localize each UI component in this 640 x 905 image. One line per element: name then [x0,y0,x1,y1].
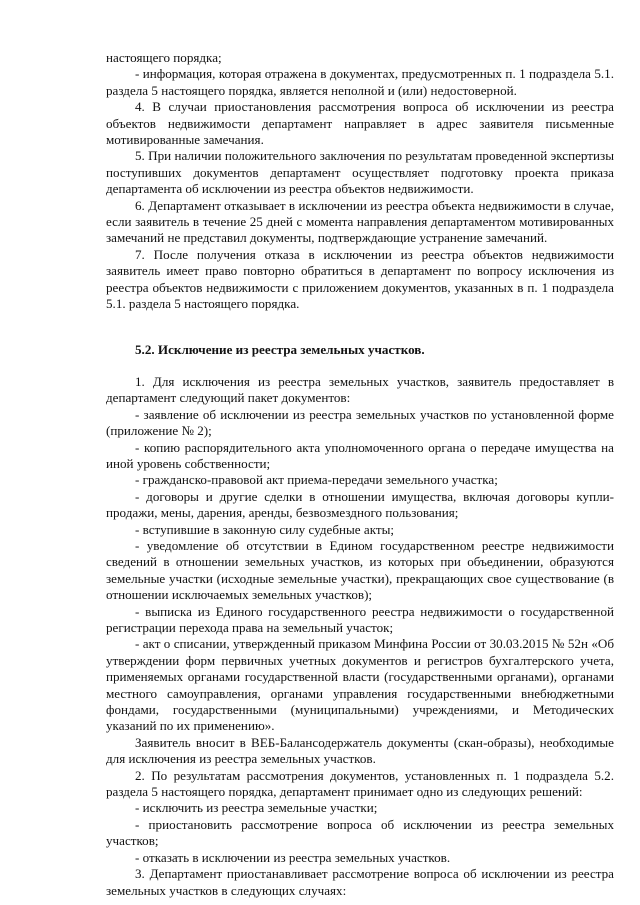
paragraph-item-2: 2. По результатам рассмотрения документов, установленных п. 1 подраздела 5.2. раздела 5 настоящего порядка, департамент принимает одно из следующих решений: [106,767,614,800]
paragraph-item-1: 1. Для исключения из реестра земельных участков, заявитель предоставляет в департамент следующий пакет документов: [106,373,614,406]
section-heading: 5.2. Исключение из реестра земельных участков. [135,341,425,357]
section-gap [106,313,614,342]
paragraph-item-3: 3. Департамент приостанавливает рассмотрение вопроса об исключении из реестра земельных участков в следующих случаях: [106,866,614,898]
document-page [106,50,614,899]
list-item-transfer-act: - гражданско-правовой акт приема-передачи земельного участка; [135,472,498,488]
paragraph-item-6: 6. Департамент отказывает в исключении из реестра объекта недвижимости в случае, если заявитель в течение 25 дней с момента направления департаментом мотивированных замечаний не представил документы, подтверждающие устранение замечаний. [106,197,614,246]
paragraph-continuation: настоящего порядка; [106,50,222,65]
list-item-decision-refuse: - отказать в исключении из реестра земельных участков. [135,849,451,865]
list-item-application: - заявление об исключении из реестра земельных участков по установленной форме (приложение № 2); [106,406,614,439]
list-item-decision-suspend: - приостановить рассмотрение вопроса об исключении из реестра земельных участков; [106,816,614,849]
paragraph-incomplete-info: - информация, которая отражена в документах, предусмотренных п. 1 подраздела 5.1. раздела 5 настоящего порядка, является неполной и (или) недостоверной. [106,66,614,98]
paragraph-item-4: 4. В случаи приостановления рассмотрения вопроса об исключении из реестра объектов недвижимости департамент направляет в адрес заявителя письменные мотивированные замечания. [106,99,614,148]
list-item-decision-exclude: - исключить из реестра земельные участки; [135,800,378,816]
list-item-administrative-act: - копию распорядительного акта уполномоченного органа о передаче имущества на иной уровень собственности; [106,439,614,471]
list-item-registry-extract: - выписка из Единого государственного реестра недвижимости о государственной регистрации перехода права на земельный участок; [106,603,614,635]
paragraph-applicant-uploads: Заявитель вносит в ВЕБ-Балансодержатель документы (скан-образы), необходимые для исключения из реестра земельных участков. [106,734,614,767]
paragraph-item-5: 5. При наличии положительного заключения по результатам проведенной экспертизы поступивших документов департамент осуществляет подготовку проекта приказа департамента об исключении из реестра объектов недвижимости. [106,148,614,197]
list-item-contracts: - договоры и другие сделки в отношении имущества, включая договоры купли-продажи, мены, дарения, аренды, безвозмездного пользования; [106,488,614,521]
paragraph-item-7: 7. После получения отказа в исключении из реестра объектов недвижимости заявитель имеет право повторно обратиться в департамент по вопросу исключения из реестра объектов недвижимости с приложением документов, указанных в п. 1 подраздела 5.1. раздела 5 настоящего порядка. [106,246,614,312]
list-item-court-acts: - вступившие в законную силу судебные акты; [135,521,395,537]
list-item-notification: - уведомление об отсутствии в Едином государственном реестре недвижимости сведений в отношении земельных участков, из которых при объединении, образуются земельные участки (исходные земельные участки), прекращающих свое существование (в отношении исключаемых земельных участков); [106,537,614,603]
list-item-write-off-act: - акт о списании, утвержденный приказом Минфина России от 30.03.2015 № 52н «Об утверждении форм первичных учетных документов и регистров бухгалтерского учета, применяемых органами государственной власти (государственными органами), органами местного самоуправления, органами управления государственными внебюджетными фондами, государственными (муниципальными) учреждениями, и Методических указаний по их применению». [106,636,614,734]
heading-gap [106,358,614,374]
